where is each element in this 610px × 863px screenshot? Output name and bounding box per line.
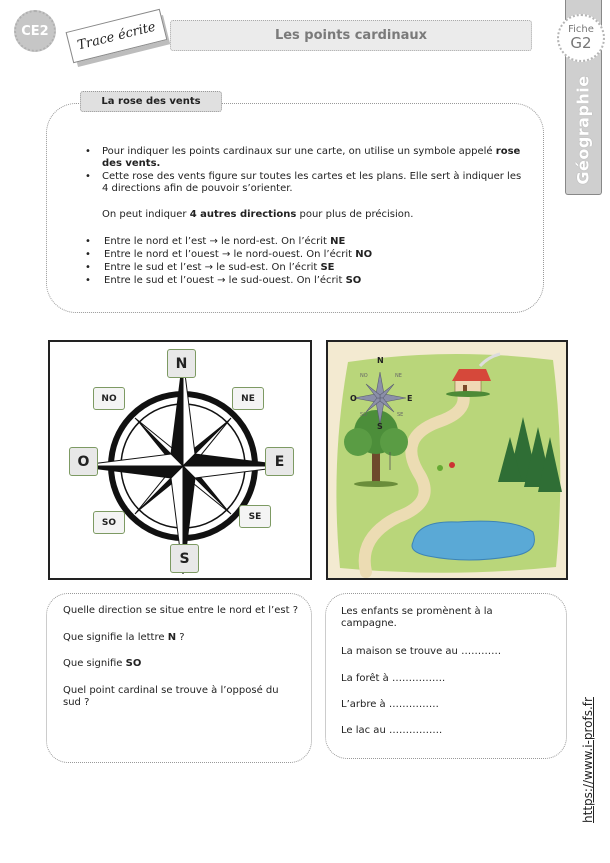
section-title-text: La rose des vents: [101, 96, 201, 107]
compass-label-e: E: [265, 447, 294, 476]
precision-post: pour plus de précision.: [296, 209, 414, 220]
precision-pre: On peut indiquer: [102, 209, 190, 220]
question-text: Quel point cardinal se trouve à l’opposé du sud ?: [63, 685, 279, 708]
compass-label-n: N: [167, 349, 196, 378]
bullet-icon: •: [85, 249, 91, 260]
source-link[interactable]: https://www.i-profs.fr: [581, 697, 595, 823]
exercise-item: La forêt à …………….: [341, 673, 446, 684]
map-rose-ne: NE: [395, 373, 402, 379]
map-rose-se: SE: [397, 412, 404, 418]
question-item: [63, 658, 303, 670]
map-rose-so: SO: [360, 412, 368, 418]
direction-abbr: NO: [355, 249, 373, 260]
page-title: [170, 20, 532, 51]
direction-item: [85, 236, 524, 248]
bullet-after: .: [156, 158, 161, 169]
fiche-label: Fiche: [568, 24, 594, 35]
exercise-intro: Les enfants se promènent à la campagne.: [341, 606, 493, 629]
level-badge: [14, 10, 56, 52]
question-item: [63, 632, 303, 644]
exercise-item: Le lac au …………….: [341, 725, 443, 736]
bullet-icon: •: [85, 275, 91, 286]
direction-item: [85, 275, 524, 287]
compass-label-no: NO: [93, 387, 125, 410]
trace-tag-text: Trace écrite: [75, 19, 158, 53]
map-rose-icon: [340, 364, 420, 444]
level-badge-text: CE2: [21, 23, 49, 39]
map-rose-no: NO: [360, 373, 368, 379]
bullet-icon: •: [85, 146, 91, 157]
direction-abbr: SE: [320, 262, 335, 273]
bullet-icon: •: [85, 236, 91, 247]
compass-label-ne: NE: [232, 387, 264, 410]
precision-line: [102, 209, 522, 221]
page-title-text: Les points cardinaux: [274, 28, 428, 43]
map-rose-e: E: [407, 394, 413, 403]
compass-rose-figure: [48, 340, 312, 580]
map-rose-s: S: [377, 422, 383, 431]
questions-box: [46, 593, 312, 763]
exercise-item: L’arbre à ……………: [341, 699, 439, 710]
compass-label-s: S: [170, 544, 199, 573]
intro-bullet: [85, 171, 522, 195]
bullet-bold: rose des vents: [102, 146, 521, 169]
compass-label-o: O: [69, 447, 98, 476]
fiche-badge: [557, 14, 605, 62]
intro-bullet: [85, 146, 522, 170]
question-item: [63, 685, 293, 709]
question-bold: N: [167, 632, 177, 643]
section-title: [80, 91, 222, 112]
question-text: Que signifie: [63, 658, 126, 669]
bullet-icon: •: [85, 262, 91, 273]
question-item: [63, 605, 303, 617]
direction-item: [85, 262, 524, 274]
map-rose-o: O: [350, 394, 357, 403]
question-bold: SO: [125, 658, 142, 669]
question-post: ?: [176, 632, 185, 643]
direction-item: [85, 249, 524, 261]
question-text: Quelle direction se situe entre le nord et l’est ?: [63, 605, 299, 616]
subject-label: Géographie: [573, 75, 593, 185]
direction-abbr: NE: [330, 236, 346, 247]
direction-text: Entre le sud et l’est → le sud-est. On l’écrit: [104, 262, 321, 273]
compass-label-se: SE: [239, 505, 271, 528]
exercise-item: La maison se trouve au …………: [341, 646, 502, 657]
direction-text: Entre le nord et l’est → le nord-est. On l’écrit: [104, 236, 331, 247]
fiche-code: G2: [570, 34, 592, 52]
question-text: Que signifie la lettre: [63, 632, 168, 643]
bullet-text: Cette rose des vents figure sur toutes les cartes et les plans. Elle sert à indiquer les 4 directions afin de pouvoir s’orienter.: [102, 171, 522, 194]
map-rose-n: N: [377, 356, 384, 365]
compass-label-so: SO: [93, 511, 125, 534]
precision-bold: 4 autres directions: [189, 209, 297, 220]
bullet-text: Pour indiquer les points cardinaux sur une carte, on utilise un symbole appelé: [102, 146, 496, 157]
bullet-icon: •: [85, 171, 91, 182]
direction-text: Entre le nord et l’ouest → le nord-ouest. On l’écrit: [104, 249, 356, 260]
direction-text: Entre le sud et l’ouest → le sud-ouest. On l’écrit: [104, 275, 346, 286]
direction-abbr: SO: [345, 275, 362, 286]
countryside-map: [326, 340, 568, 580]
